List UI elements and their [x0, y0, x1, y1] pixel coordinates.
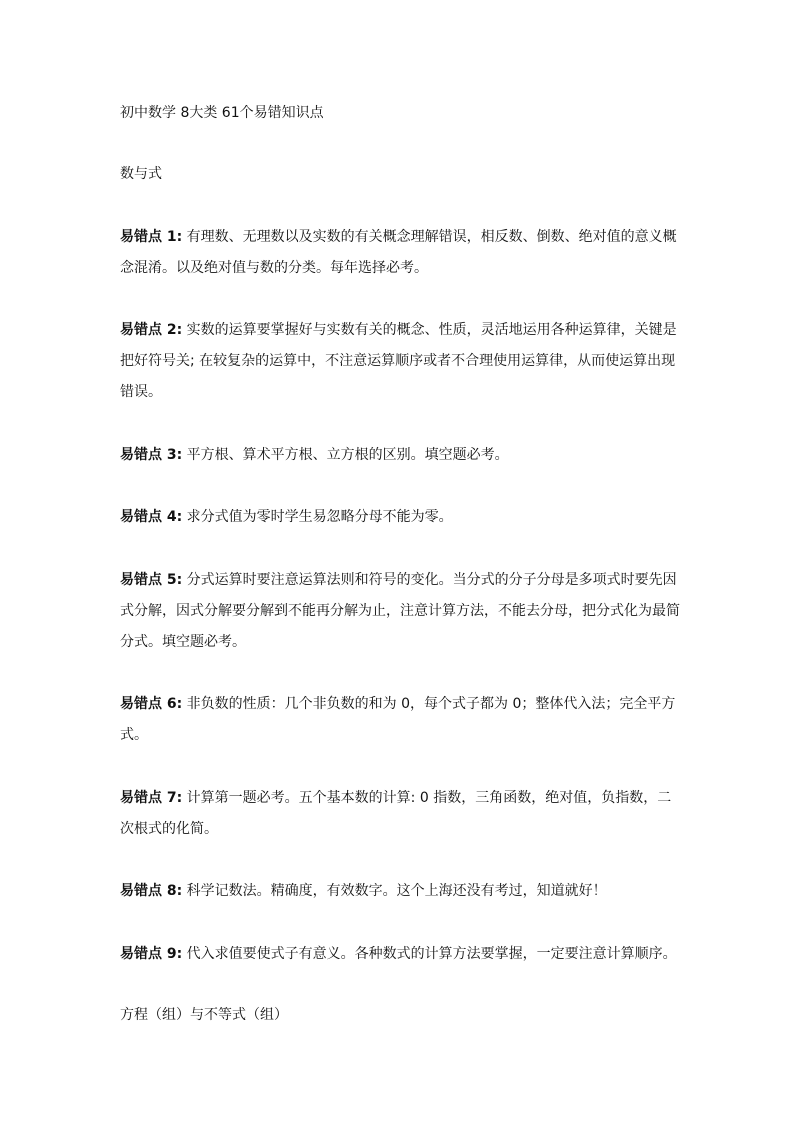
- list-item-3: [120, 440, 680, 471]
- item-text: 科学记数法。精确度，有效数字。这个上海还没有考过，知道就好！: [182, 883, 607, 899]
- item-text: 计算第一题必考。五个基本数的计算: 0 指数，三角函数，绝对值，负指数，二次根式的化简。: [120, 790, 672, 837]
- document-title: 初中数学 8大类 61个易错知识点: [120, 105, 324, 121]
- item-text: 非负数的性质：几个非负数的和为 0，每个式子都为 0；整体代入法；完全平方式。: [120, 696, 676, 743]
- item-label: 易错点 6:: [120, 696, 183, 712]
- list-item-7: [120, 783, 680, 845]
- list-item-2: [120, 315, 680, 408]
- item-label: 易错点 5:: [120, 572, 183, 588]
- item-text: 有理数、无理数以及实数的有关概念理解错误，相反数、倒数、绝对值的意义概念混淆。以及绝对值与数的分类。每年选择必考。: [120, 229, 677, 276]
- item-label: 易错点 7:: [120, 790, 183, 806]
- list-item-1: [120, 222, 680, 284]
- item-label: 易错点 4:: [120, 509, 183, 525]
- item-text: 代入求值要使式子有意义。各种数式的计算方法要掌握，一定要注意计算顺序。: [182, 946, 677, 962]
- list-item-9: [120, 939, 680, 970]
- item-text: 求分式值为零时学生易忽略分母不能为零。: [182, 509, 453, 525]
- section-heading-number-and-expression: 数与式: [120, 166, 162, 182]
- section-heading-equations-and-inequalities: 方程（组）与不等式（组）: [120, 1007, 288, 1023]
- item-label: 易错点 3:: [120, 447, 183, 463]
- item-text: 平方根、算术平方根、立方根的区别。填空题必考。: [182, 447, 509, 463]
- list-item-5: [120, 565, 680, 658]
- item-label: 易错点 1:: [120, 229, 183, 245]
- item-label: 易错点 8:: [120, 883, 183, 899]
- item-label: 易错点 9:: [120, 946, 183, 962]
- list-item-8: [120, 876, 680, 907]
- item-text: 实数的运算要掌握好与实数有关的概念、性质，灵活地运用各种运算律，关键是把好符号关; 在较复杂的运算中，不注意运算顺序或者不合理使用运算律，从而使运算出现错误。: [120, 322, 677, 400]
- list-item-4: [120, 502, 680, 533]
- list-item-6: [120, 689, 680, 751]
- item-text: 分式运算时要注意运算法则和符号的变化。当分式的分子分母是多项式时要先因式分解，因式分解要分解到不能再分解为止，注意计算方法，不能去分母，把分式化为最简分式。填空题必考。: [120, 572, 680, 650]
- item-label: 易错点 2:: [120, 322, 183, 338]
